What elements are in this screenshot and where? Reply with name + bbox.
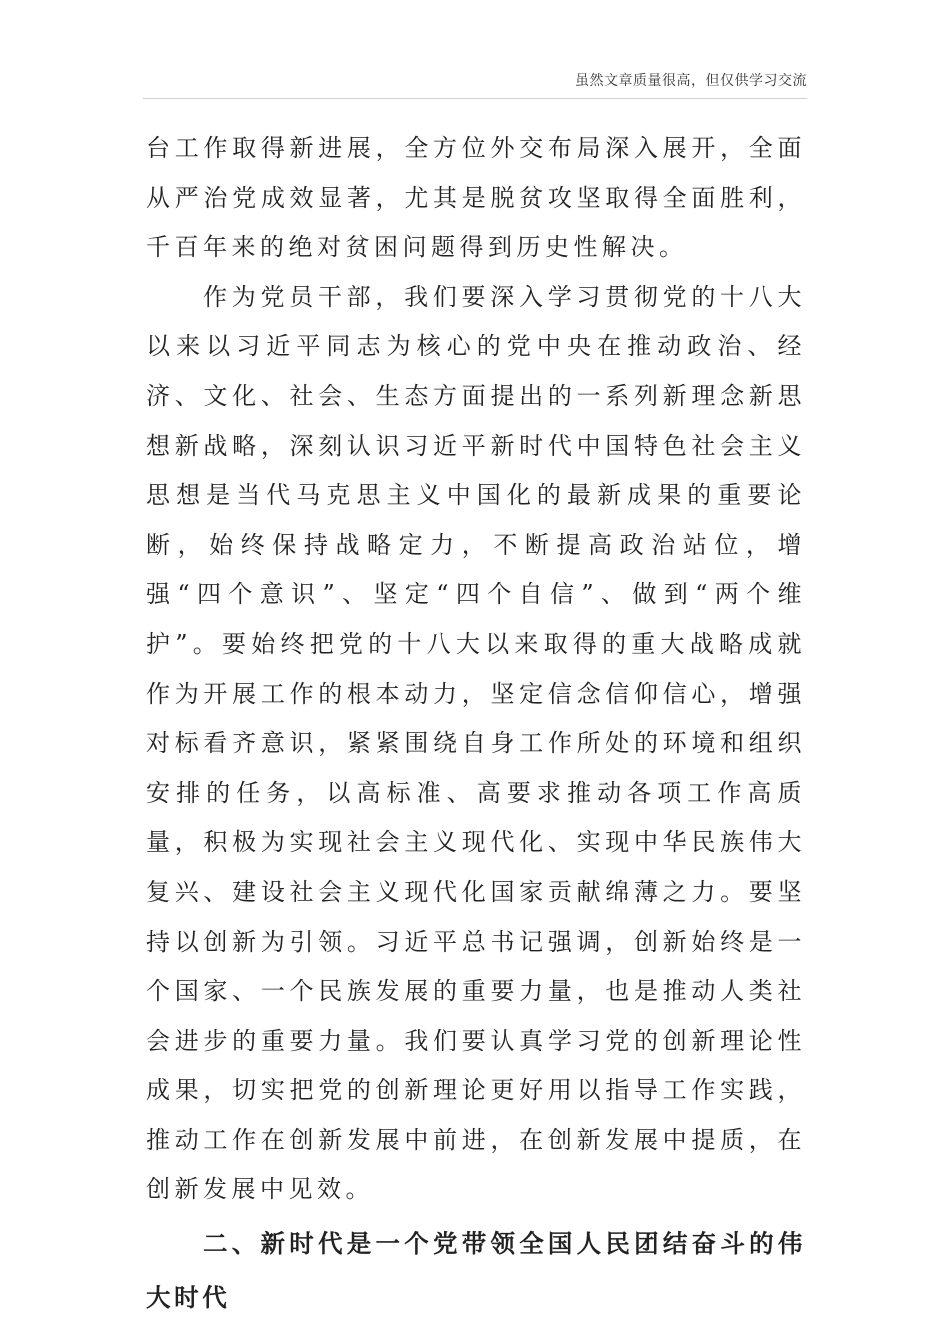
document-body xyxy=(146,124,806,1325)
section-heading: 二、新时代是一个党带领全国人民团结奋斗的伟大时代 xyxy=(146,1229,806,1313)
header-note: 虽然文章质量很高，但仅供学习交流 xyxy=(575,73,807,89)
paragraph-continuation: 台工作取得新进展，全方位外交布局深入展开，全面从严治党成效显著，尤其是脱贫攻坚取得全面胜利，千百年来的绝对贫困问题得到历史性解决。 xyxy=(146,134,806,262)
paragraph-main: 作为党员干部，我们要深入学习贯彻党的十八大以来以习近平同志为核心的党中央在推动政治、经济、文化、社会、生态方面提出的一系列新理念新思想新战略，深刻认识习近平新时代中国特色社会主义思想是当代马克思主义中国化的最新成果的重要论断，始终保持战略定力，不断提高政治站位，增强“四个意识”、坚定“四个自信”、做到“两个维护”。要始终把党的十八大以来取得的重大战略成就作为开展工作的根本动力，坚定信念信仰信心，增强对标看齐意识，紧紧围绕自身工作所处的环境和组织安排的任务，以高标准、高要求推动各项工作高质量，积极为实现社会主义现代化、实现中华民族伟大复兴、建设社会主义现代化国家贡献绵薄之力。要坚持以创新为引领。习近平总书记强调，创新始终是一个国家、一个民族发展的重要力量，也是推动人类社会进步的重要力量。我们要认真学习党的创新理论性成果，切实把党的创新理论更好用以指导工作实践，推动工作在创新发展中前进，在创新发展中提质，在创新发展中见效。 xyxy=(146,282,806,1204)
header-divider xyxy=(143,98,807,99)
